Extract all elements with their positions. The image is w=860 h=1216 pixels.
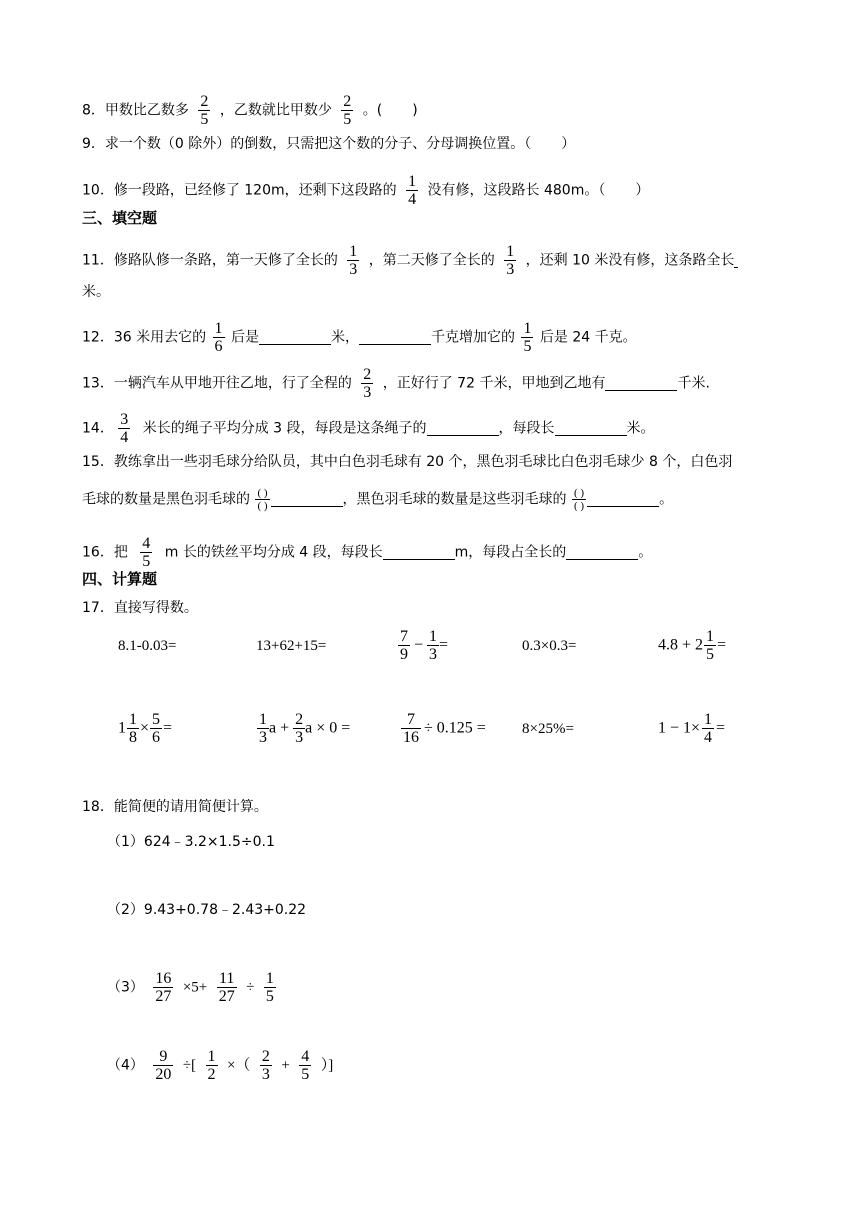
part-label: （4）	[107, 1057, 144, 1074]
question-text: 千米.	[677, 375, 710, 392]
expression: 1 $\frac{1}{8}$ × $\frac{5}{6}$ =	[118, 711, 173, 746]
expression-part-2: （2）9.43+0.78﹣2.43+0.22	[107, 902, 307, 918]
fraction: $\frac{5}{6}$	[152, 711, 161, 746]
expression: 0.3×0.3=	[522, 638, 577, 654]
question-text: 12．36 米用去它的	[82, 329, 207, 346]
expression: $\frac{7}{16}$ ÷ 0.125 =	[403, 711, 486, 746]
question-number: 14．	[82, 420, 114, 437]
operator: ×5+	[182, 979, 208, 996]
question-text: 甲数比乙数多	[104, 102, 189, 119]
question-text: 后是	[231, 329, 259, 346]
question-text: 没有修，这段路长 480m。（	[427, 182, 606, 199]
question-text: 毛球的数量是黑色羽毛球的	[82, 491, 250, 508]
answer-blank[interactable]	[427, 421, 499, 436]
answer-blank[interactable]	[605, 376, 677, 391]
question-17-title: 17．直接写得数。	[82, 600, 198, 616]
question-number: 8．	[82, 102, 105, 119]
expression-part-1: （1）624﹣3.2×1.5÷0.1	[107, 834, 275, 850]
fraction: $\frac{1}{6}$	[214, 320, 223, 355]
question-16	[82, 535, 652, 570]
fraction: $\frac{7}{16}$	[403, 711, 419, 746]
question-text: 。	[659, 491, 674, 508]
fraction: $\frac{1}{3}$	[429, 628, 438, 663]
expression: 8×25%=	[522, 721, 574, 737]
fraction: $\frac{7}{9}$	[400, 628, 408, 663]
question-text: 9．求一个数（0 除外）的倒数，只需把这个数的分子、分母调换位置。（	[82, 136, 532, 152]
fraction: $\frac{9}{20}$	[155, 1048, 172, 1083]
expression: 1 − 1× $\frac{1}{4}$ =	[658, 711, 726, 746]
question-text: 10．修一段路，已经修了 120m，还剩下这段路的	[82, 182, 397, 199]
expression: 4.8 + 2 $\frac{1}{5}$ =	[658, 628, 727, 663]
question-text: 米。	[626, 420, 655, 437]
fraction: $\frac{2}{5}$	[343, 93, 352, 128]
question-text: m 长的铁丝平均分成 4 段，每段长	[164, 544, 383, 561]
fraction: $\frac{1}{4}$	[704, 711, 713, 746]
operator: ×（	[226, 1057, 251, 1074]
question-text: ，第二天修了全长的	[368, 252, 495, 269]
expression: 13+62+15=	[256, 638, 327, 654]
question-12	[82, 320, 637, 355]
fraction: $\frac{2}{5}$	[200, 93, 209, 128]
fraction: $\frac{1}{5}$	[523, 320, 532, 355]
question-text: 11．修路队修一条路，第一天修了全长的	[82, 252, 338, 269]
answer-paren-close: )	[412, 102, 418, 119]
question-text: ，正好行了 72 千米，甲地到乙地有	[382, 375, 606, 392]
question-text: 16．把	[82, 544, 128, 561]
fraction: $\frac{1}{4}$	[408, 173, 417, 208]
answer-blank[interactable]	[259, 330, 331, 345]
fraction: $\frac{3}{4}$	[120, 411, 129, 446]
fraction: $\frac{2}{3}$	[363, 366, 372, 401]
question-text: ，乙数就比甲数少	[219, 102, 332, 119]
question-text: 千克增加它的	[431, 329, 515, 346]
answer-blank[interactable]	[383, 545, 455, 560]
question-11-continued: 米。	[82, 284, 110, 300]
fraction-placeholder[interactable]: $\frac{( )}{( )}$	[573, 487, 585, 512]
answer-paren-close: ）	[635, 182, 650, 199]
fraction: $\frac{4}{5}$	[142, 535, 151, 570]
fraction: $\frac{1}{3}$	[259, 711, 267, 746]
answer-blank[interactable]	[734, 253, 738, 268]
expression: $\frac{1}{3}$ a + $\frac{2}{3}$ a × 0 =	[259, 711, 351, 746]
question-text: m，每段占全长的	[454, 544, 567, 561]
part-label: （3）	[107, 979, 144, 996]
question-18-title: 18．能简便的请用简便计算。	[82, 799, 268, 815]
expression: $\frac{7}{9}$ − $\frac{1}{3}$ =	[400, 628, 449, 663]
question-15-line-2	[82, 487, 673, 512]
answer-blank[interactable]	[555, 421, 627, 436]
fraction: $\frac{11}{27}$	[218, 970, 235, 1005]
question-14	[82, 411, 655, 446]
question-text: ，黑色羽毛球的数量是这些羽毛球的	[342, 491, 567, 508]
section-heading-calculation: 四、计算题	[82, 570, 158, 588]
question-8	[82, 93, 418, 128]
fraction: $\frac{4}{5}$	[301, 1048, 310, 1083]
operator: +	[281, 1057, 290, 1074]
fraction-placeholder[interactable]: $\frac{( )}{( )}$	[257, 487, 268, 512]
answer-paren-open: 。(	[362, 102, 383, 119]
fraction: $\frac{2}{3}$	[295, 711, 304, 746]
question-text: 13．一辆汽车从甲地开往乙地，行了全程的	[82, 375, 352, 392]
answer-blank[interactable]	[566, 545, 638, 560]
question-text: 后是 24 千克。	[539, 329, 637, 346]
question-10	[82, 173, 649, 208]
operator: ）]	[320, 1057, 334, 1074]
fraction: $\frac{1}{5}$	[706, 628, 715, 663]
fraction: $\frac{1}{8}$	[129, 711, 137, 746]
answer-blank[interactable]	[359, 330, 431, 345]
question-text: ，还剩 10 米没有修，这条路全长	[525, 252, 735, 269]
question-11	[82, 243, 738, 278]
expression-part-4	[107, 1048, 333, 1083]
answer-blank[interactable]	[587, 492, 659, 507]
question-15-line-1: 15．教练拿出一些羽毛球分给队员，其中白色羽毛球有 20 个，黑色羽毛球比白色羽毛球少 8 个，白色羽	[82, 454, 733, 470]
fraction: $\frac{2}{3}$	[261, 1048, 270, 1083]
fraction: $\frac{1}{3}$	[506, 243, 515, 278]
answer-blank[interactable]	[271, 492, 343, 507]
operator: ÷[	[182, 1057, 197, 1074]
expression-part-3	[107, 970, 281, 1005]
fraction: $\frac{1}{5}$	[265, 970, 274, 1005]
fraction: $\frac{1}{3}$	[349, 243, 358, 278]
question-13	[82, 366, 710, 401]
question-text: 米长的绳子平均分成 3 段，每段是这条绳子的	[142, 420, 427, 437]
expression: 8.1-0.03=	[118, 638, 177, 654]
question-text: ，每段长	[498, 420, 555, 437]
question-9	[82, 134, 575, 154]
fraction: $\frac{16}{27}$	[155, 970, 172, 1005]
answer-paren-close: ）	[561, 136, 576, 152]
operator: ÷	[246, 979, 255, 996]
question-text: 。	[638, 544, 653, 561]
section-heading-fill-in: 三、填空题	[82, 209, 158, 227]
question-text: 米，	[331, 329, 359, 346]
fraction: $\frac{1}{2}$	[207, 1048, 216, 1083]
